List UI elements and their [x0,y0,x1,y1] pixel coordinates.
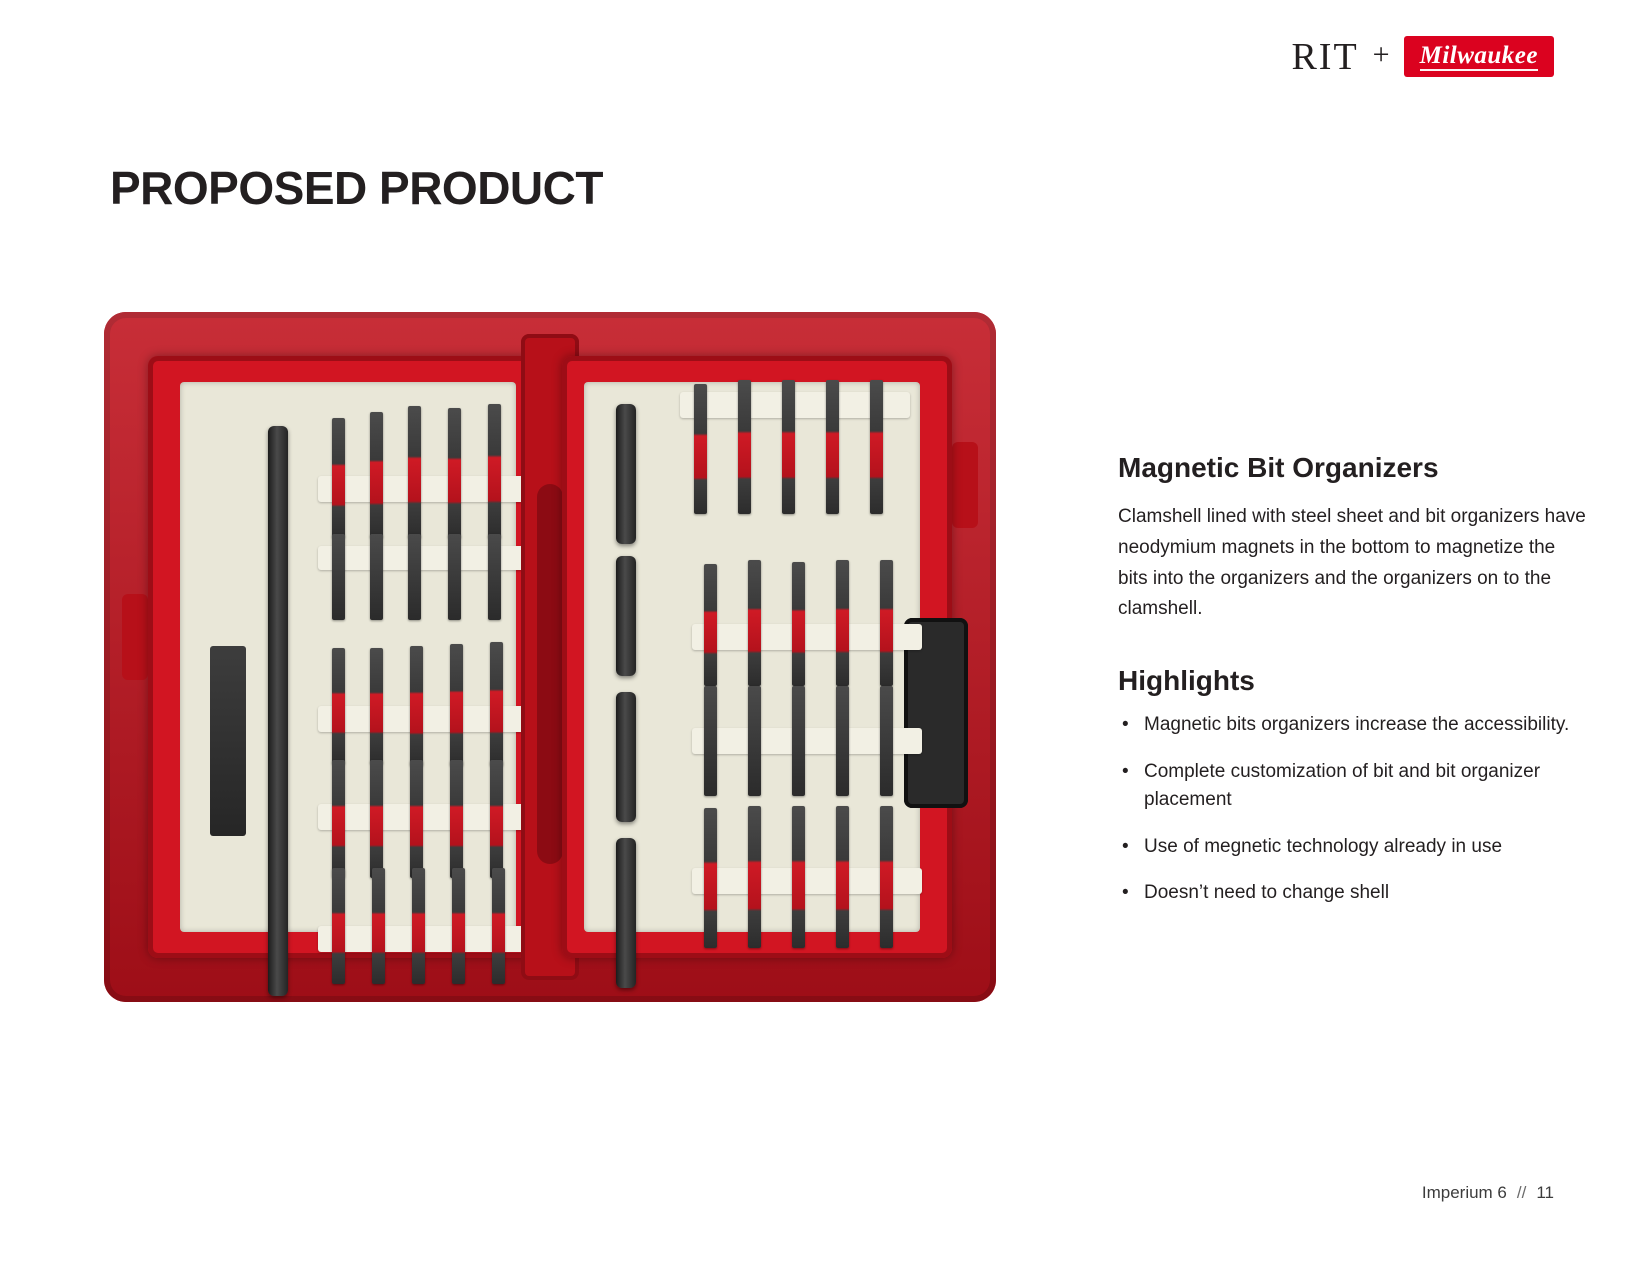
bit [332,418,345,538]
bit [332,868,345,984]
bit [880,560,893,686]
page-number: 11 [1536,1183,1554,1202]
footer-deck-name: Imperium 6 [1421,1183,1507,1202]
bit [370,648,383,764]
bit [704,686,717,796]
bit [370,534,383,620]
bit [452,868,465,984]
section-body-magnetic-bit-organizers: Clamshell lined with steel sheet and bit organizers have neodymium magnets in the bottom to magnetize the bits into the organizers and the organizers on to the clamshell. [1118,506,1586,620]
bit [490,642,503,766]
bit-holder [616,692,636,822]
bit [826,380,839,514]
bit [880,686,893,796]
bit [412,868,425,984]
list-item: • Doesn’t need to change shell [1118,879,1588,908]
bit [332,760,345,878]
bit [704,808,717,948]
bit [450,644,463,766]
bit [410,760,423,878]
nut-driver [616,404,636,544]
steel-plate-left [210,646,246,836]
bit [488,534,501,620]
bit [792,686,805,796]
list-item: • Use of megnetic technology already in use [1118,833,1588,862]
bit [408,534,421,620]
bit [490,760,503,878]
case-side-tab-right [952,442,978,528]
case-half-left [148,356,538,958]
magnetic-bit-holder [268,426,288,996]
bit [408,406,421,538]
footer [1422,1183,1554,1203]
extension-holder [616,556,636,676]
product-photo [104,312,996,1002]
bit [748,686,761,796]
case-half-right [562,356,952,958]
bit [738,380,751,514]
bit [704,564,717,686]
bit [748,560,761,686]
milwaukee-logo: Milwaukee [1404,36,1554,77]
section-heading-magnetic-bit-organizers: Magnetic Bit Organizers [1118,452,1439,483]
page-title: PROPOSED PRODUCT [110,161,603,214]
rit-logo: RIT [1291,35,1359,78]
bit [492,868,505,984]
bit [332,534,345,620]
bit [332,648,345,764]
brand-bar [1291,36,1554,77]
bit [448,534,461,620]
list-item: • Complete customization of bit and bit organizer placement [1118,758,1588,815]
bit [370,760,383,878]
bit [880,806,893,948]
bit [448,408,461,538]
bit [792,806,805,948]
bit [694,384,707,514]
bit [836,806,849,948]
hinge-slot [537,484,563,864]
bit [870,380,883,514]
bit [488,404,501,538]
bit [782,380,795,514]
section-heading-highlights: Highlights [1118,665,1255,697]
highlights-list [1118,711,1588,908]
list-item: • Magnetic bits organizers increase the accessibility. [1118,711,1588,740]
bit [836,560,849,686]
footer-separator: // [1516,1183,1527,1202]
bit [450,760,463,878]
bit [410,646,423,766]
plus-symbol: + [1372,38,1390,71]
content-column [1118,452,1588,926]
bit [836,686,849,796]
bit [748,806,761,948]
bit [792,562,805,686]
bit [372,868,385,984]
bit [370,412,383,538]
case-side-tab-left [122,594,148,680]
nut-driver [616,838,636,988]
